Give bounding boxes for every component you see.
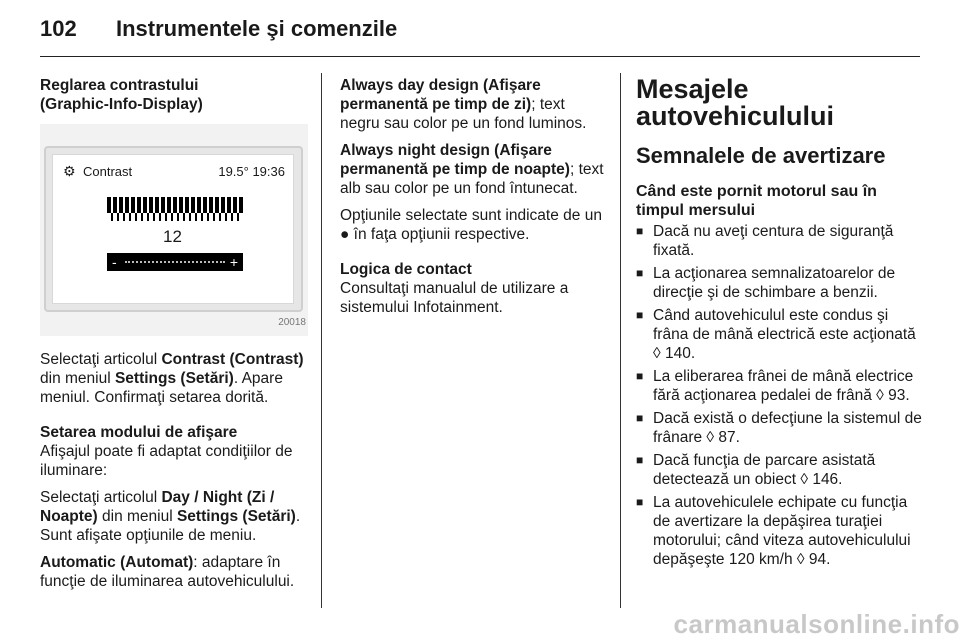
- plus-icon: +: [229, 254, 238, 270]
- column-1: [40, 76, 308, 599]
- list-item: ■ Dacă nu aveţi centura de siguranţă fixată.: [636, 222, 926, 260]
- figure-number: 20018: [278, 317, 306, 328]
- filled-circle-icon: ●: [340, 226, 350, 243]
- paragraph-automatic: Automatic (Automat): adaptare în funcţie de iluminarea autovehiculului.: [40, 554, 295, 590]
- slider-track: [125, 261, 225, 263]
- list-item: ■ La acţionarea semnalizatoarelor de direcţie şi de schimbare a benzii.: [636, 264, 926, 302]
- watermark: carmanualsonline.info: [673, 609, 960, 639]
- paragraph-selected-options: Opţiunile selectate sunt indicate de un ● în faţa opţiunii respective.: [340, 207, 602, 243]
- list-item: ■ Dacă funcţia de parcare asistată detectează un obiect ◊ 146.: [636, 451, 926, 489]
- column-3: [636, 76, 926, 573]
- paragraph-always-day: Always day design (Afişare permanentă pe timp de zi); text negru sau color pe un fond luminos.: [340, 77, 587, 132]
- list-item: ■ Dacă există o defecţiune la sistemul de frânare ◊ 87.: [636, 409, 926, 447]
- page-number: 102: [40, 16, 77, 41]
- warning-signals-heading: Semnalele de avertizare: [636, 143, 886, 168]
- column-2: [340, 76, 604, 325]
- list-item: ■ La autovehiculele echipate cu funcţia de avertizare la depăşirea turaţiei motorului; când viteza autovehiculului depăşeşte 120 km/h ◊ 94.: [636, 493, 926, 569]
- contrast-value: 12: [163, 227, 182, 246]
- screen-status: 19.5° 19:36: [218, 164, 285, 179]
- column-divider-2: [620, 73, 621, 608]
- chapter-title: Instrumentele şi comenzile: [116, 16, 398, 41]
- screen-title: Contrast: [83, 164, 133, 179]
- contrast-test-pattern: [107, 197, 243, 213]
- section-title: Mesajele autovehiculului: [636, 74, 835, 131]
- contact-logic-heading: Logica de contact: [340, 261, 472, 278]
- contrast-heading: Reglarea contrastului (Graphic-Info-Display): [40, 77, 203, 113]
- display-mode-heading: Setarea modului de afişare: [40, 424, 238, 441]
- paragraph-select-contrast: Selectaţi articolul Contrast (Contrast) din meniul Settings (Setări). Apare meniul. Confirmaţi setarea dorită.: [40, 351, 304, 406]
- minus-icon: -: [112, 254, 117, 270]
- paragraph-select-daynight: Selectaţi articolul Day / Night (Zi / Noapte) din meniul Settings (Setări). Sunt afişate opţiunile de meniu.: [40, 489, 301, 544]
- display-figure: [40, 124, 308, 336]
- page-header: [40, 16, 920, 46]
- list-item: ■ La eliberarea frânei de mână electrice fără acţionarea pedalei de frână ◊ 93.: [636, 367, 926, 405]
- list-item: ■ Când autovehiculul este condus şi frâna de mână electrică este acţionată ◊ 140.: [636, 306, 926, 363]
- engine-running-heading: Când este pornit motorul sau în timpul mersului: [636, 183, 877, 219]
- column-divider-1: [321, 73, 322, 608]
- contrast-slider: [107, 253, 243, 271]
- display-screen: [44, 146, 303, 312]
- paragraph-display-adapt: Afişajul poate fi adaptat condiţiilor de iluminare:: [40, 443, 293, 479]
- header-divider: [40, 56, 920, 57]
- settings-wrench-icon: ⚙: [63, 163, 76, 179]
- paragraph-infotainment: Consultaţi manualul de utilizare a sistemului Infotainment.: [340, 280, 569, 316]
- paragraph-always-night: Always night design (Afişare permanentă pe timp de noapte); text alb sau color pe un fond întunecat.: [340, 142, 604, 197]
- warning-list: [636, 222, 926, 569]
- contrast-test-pattern-row2: [107, 213, 243, 221]
